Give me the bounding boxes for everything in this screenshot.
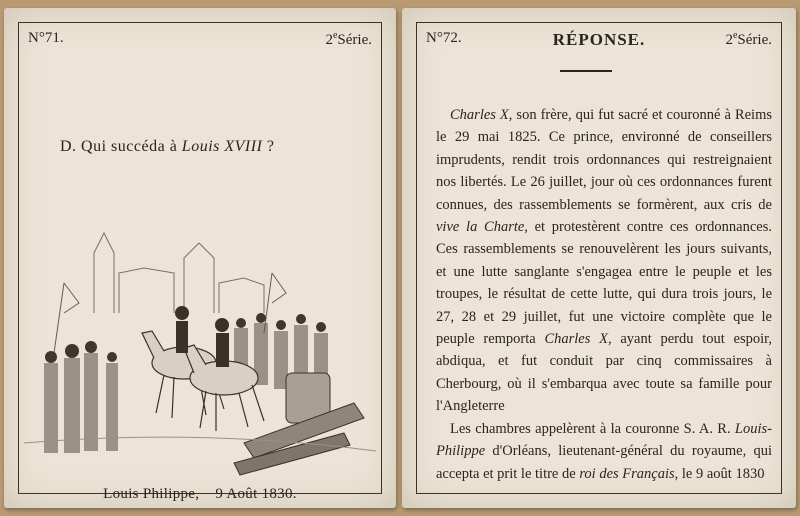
answer-text [436, 104, 772, 485]
series-label: 2eSérie. [725, 30, 772, 48]
answer-title: RÉPONSE. [552, 30, 646, 49]
illustration-caption: Louis Philippe, 9 Août 1830. [103, 486, 297, 502]
answer-card [402, 8, 796, 508]
card-number: N°72. [426, 30, 462, 46]
series-label: 2eSérie. [325, 30, 372, 48]
question-text: D. Qui succéda à Louis XVIII ? [60, 138, 275, 155]
engraving-illustration [24, 213, 376, 478]
castle-silhouette [94, 233, 264, 313]
answer-paragraph: Charles X, son frère, qui fut sacré et couronné à Reims le 29 mai 1825. Ce prince, environné de conseillers imprudents, rendit trois ordonnances qui restreignaient nos libertés. Le 26 juillet, jour où ces ordonnances furent connues, des rassemblements se formèrent, aux cris de vive la Charte, et protestèrent contre ces ordonnances. Ces rassemblements se renouvelèrent les jours suivants, et une lutte sanglante s'engagea entre le peuple et les troupes, le résultat de cette lutte, qui dura trois jours, le 27, 28 et 29 juillet, fut une victoire complète que le peuple remporta Charles X, ayant perdu tout espoir, abdiqua, et fut conduit par cinq commissaires à Cherbourg, où il s'embarqua avec toute sa famille pour l'Angleterre [436, 107, 772, 415]
card-number: N°71. [28, 30, 64, 46]
answer-paragraph: Les chambres appelèrent à la couronne S. A. R. Louis-Philippe d'Orléans, lieutenant-général du royaume, qui accepta et prit le titre de roi des Français, le 9 août 1830 [436, 420, 772, 482]
title-divider [560, 70, 612, 72]
question-card [4, 8, 396, 508]
